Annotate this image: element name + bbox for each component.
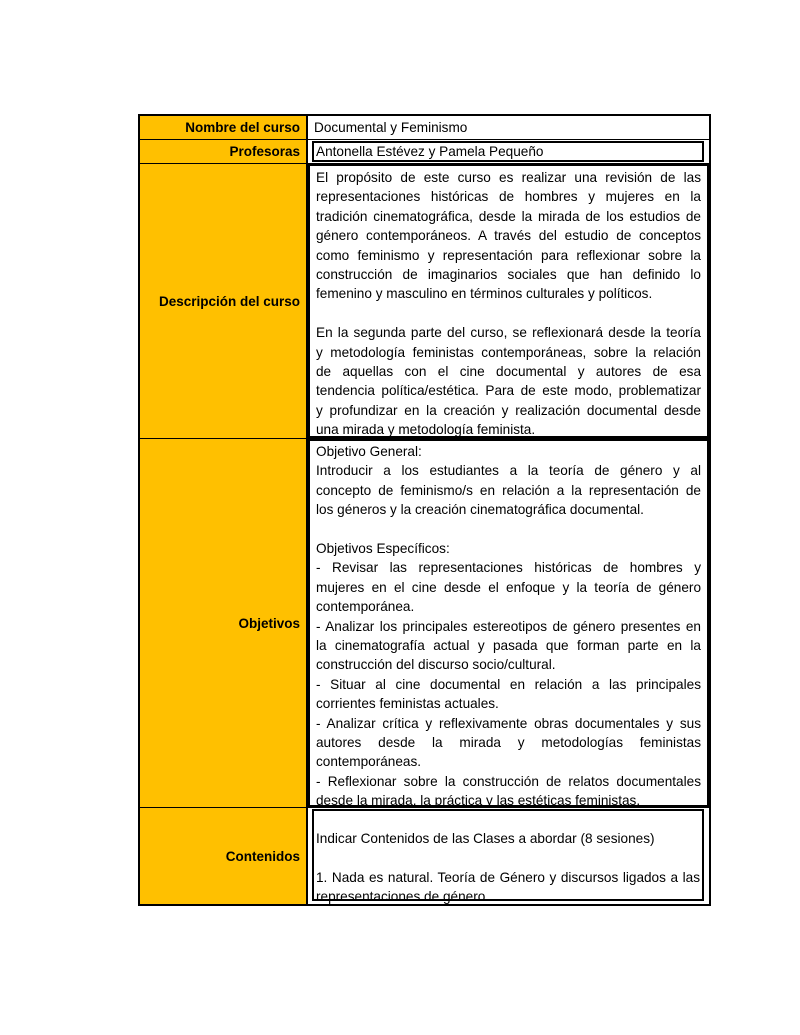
text-line: mujeres en el cine desde el enfoque y la teoría de género (316, 579, 701, 595)
text-line: una mirada y metodología feminista. (316, 422, 536, 438)
text-line: y metodología feministas contemporáneas, sobre la relación (316, 344, 701, 360)
row-objectives (140, 438, 709, 807)
text-line: tradición cinematográfica, desde la mirada de los estudios de (316, 208, 701, 224)
text-line: El propósito de este curso es realizar una revisión de las (316, 170, 701, 185)
text-line: construcción del discurso socio/cultural. (316, 657, 556, 673)
row-contents (140, 807, 709, 904)
text-line: desde la mirada, la práctica y las estéticas feministas. (316, 793, 641, 809)
professors-value: Antonella Estévez y Pamela Pequeño (312, 141, 704, 162)
contents-text (312, 809, 704, 905)
label-course-name: Nombre del curso (140, 116, 308, 139)
text-line: como feminismo y representación para reflexionar sobre la (316, 247, 701, 263)
label-objectives: Objetivos (140, 439, 308, 807)
row-course-name (140, 116, 709, 139)
text-line: - Analizar crítica y reflexivamente obras documentales y sus (316, 715, 701, 731)
text-line: género contemporáneos. A través del estudio de conceptos (316, 228, 701, 244)
text-line: corrientes feministas actuales. (316, 696, 499, 712)
label-description: Descripción del curso (140, 164, 308, 438)
text-line: Introducir a los estudiantes a la teoría de género y al (316, 463, 701, 479)
text-line: 1. Nada es natural. Teoría de Género y discursos ligados a las (316, 869, 700, 885)
text-line: Indicar Contenidos de las Clases a abordar (8 sesiones) (316, 831, 655, 846)
text-line: femenino y masculino en términos culturales y políticos. (316, 286, 653, 302)
course-name-value: Documental y Feminismo (314, 120, 468, 135)
blank-line (316, 304, 701, 323)
text-line: de aquellas con el cine documental y autores de esa (316, 364, 701, 380)
description-text (308, 164, 709, 438)
text-line: En la segunda parte del curso, se reflexionará desde la teoría (316, 325, 701, 341)
objectives-text (308, 439, 709, 807)
text-line: concepto de feminismo/s en relación a la representación de (316, 482, 701, 498)
text-line: representaciones históricas de hombres y mujeres en la (316, 189, 701, 205)
text-line: contemporánea. (316, 599, 415, 615)
row-professors (140, 139, 709, 163)
row-description (140, 163, 709, 438)
text-line: construcción de imaginarios sociales que han definido lo (316, 267, 701, 283)
text-line: - Revisar las representaciones históricas de hombres y (316, 560, 701, 576)
text-line: - Situar al cine documental en relación a las principales (316, 676, 701, 692)
text-line: autores desde la mirada y metodologías feministas (316, 735, 701, 751)
text-line: contemporáneas. (316, 754, 422, 770)
blank-line (316, 520, 701, 539)
text-line: Objetivos Específicos: (316, 541, 450, 557)
text-line: - Analizar los principales estereotipos de género presentes en (316, 618, 701, 634)
text-line: representaciones de género. (316, 889, 490, 905)
course-table (138, 114, 711, 906)
text-line: la cinematografía actual y pasada que forman parte en la (316, 638, 701, 654)
text-line: - Reflexionar sobre la construcción de relatos documentales (316, 773, 701, 789)
blank-line (316, 848, 700, 867)
text-line: los géneros y la creación cinematográfica documental. (316, 502, 644, 518)
text-line: tendencia política/estética. Para de este modo, problematizar (316, 383, 701, 399)
label-professors: Profesoras (140, 140, 308, 163)
text-line: y profundizar en la creación y realización documental desde (316, 402, 701, 418)
label-contents: Contenidos (140, 808, 308, 904)
text-line: Objetivo General: (316, 444, 422, 459)
